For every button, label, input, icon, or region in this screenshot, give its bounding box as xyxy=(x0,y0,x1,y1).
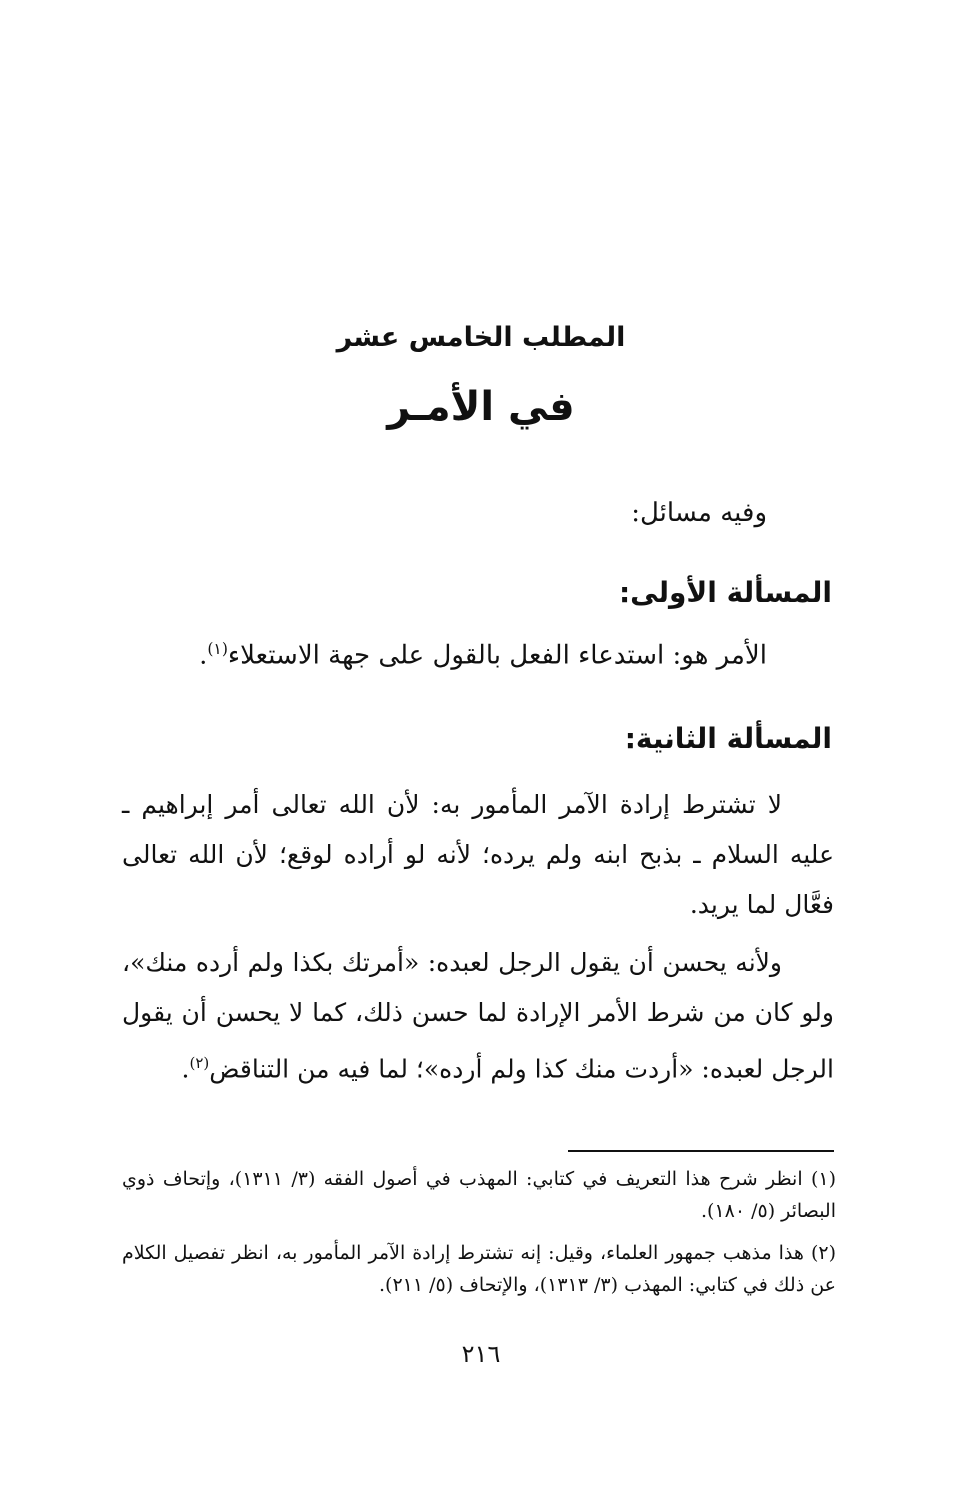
intro-text: وفيه مسائل: xyxy=(631,498,767,528)
footnote-1-marker: (١) xyxy=(207,640,228,658)
issue-1-heading: المسألة الأولى: xyxy=(618,576,832,609)
issue-2-heading: المسألة الثانية: xyxy=(624,722,832,755)
section-title: في الأمـر xyxy=(387,384,575,430)
issue-2-paragraph-2 xyxy=(122,938,834,1094)
issue-1-definition xyxy=(199,640,767,671)
issue-2-paragraph-1 xyxy=(122,780,834,930)
footnote-1 xyxy=(122,1163,836,1227)
issue-1-end: . xyxy=(199,640,208,671)
footnote-1-number: (١) xyxy=(810,1168,837,1190)
footnote-2-marker: (٢) xyxy=(189,1054,210,1072)
section-label: المطلب الخامس عشر xyxy=(336,322,626,353)
footnote-2-number: (٢) xyxy=(810,1242,836,1264)
footnote-2 xyxy=(122,1237,836,1301)
footnote-2-text: هذا مذهب جمهور العلماء، وقيل: إنه تشترط إرادة الآمر المأمور به، انظر تفصيل الكلام عن ذلك في كتابي: المهذب (٣/ ١٣١٣)، والإتحاف (٥/ ٢١١). xyxy=(122,1242,836,1296)
issue-2-paragraph-2-text: ولأنه يحسن أن يقول الرجل لعبده: «أمرتك بكذا ولم أرده منك»، ولو كان من شرط الأمر الإرادة لما حسن ذلك، كما لا يحسن أن يقول الرجل لعبده: «أردت منك كذا ولم أرده»؛ لما فيه من التناقض xyxy=(122,948,834,1084)
footnote-1-text: انظر شرح هذا التعريف في كتابي: المهذب في أصول الفقه (٣/ ١٣١١)، وإتحاف ذوي البصائر (٥/ ١٨٠). xyxy=(122,1168,836,1222)
footnote-separator xyxy=(568,1150,834,1152)
issue-2-paragraph-2-end: . xyxy=(181,1054,190,1084)
issue-2-paragraph-1-text: لا تشترط إرادة الآمر المأمور به: لأن الله تعالى أمر إبراهيم ـ عليه السلام ـ بذبح ابنه ولم يرده؛ لأنه لو أراده لوقع؛ لأن الله تعالى فعَّال لما يريد. xyxy=(122,790,834,919)
issue-1-text: الأمر هو: استدعاء الفعل بالقول على جهة الاستعلاء xyxy=(227,640,767,671)
page-number: ٢١٦ xyxy=(461,1340,501,1368)
